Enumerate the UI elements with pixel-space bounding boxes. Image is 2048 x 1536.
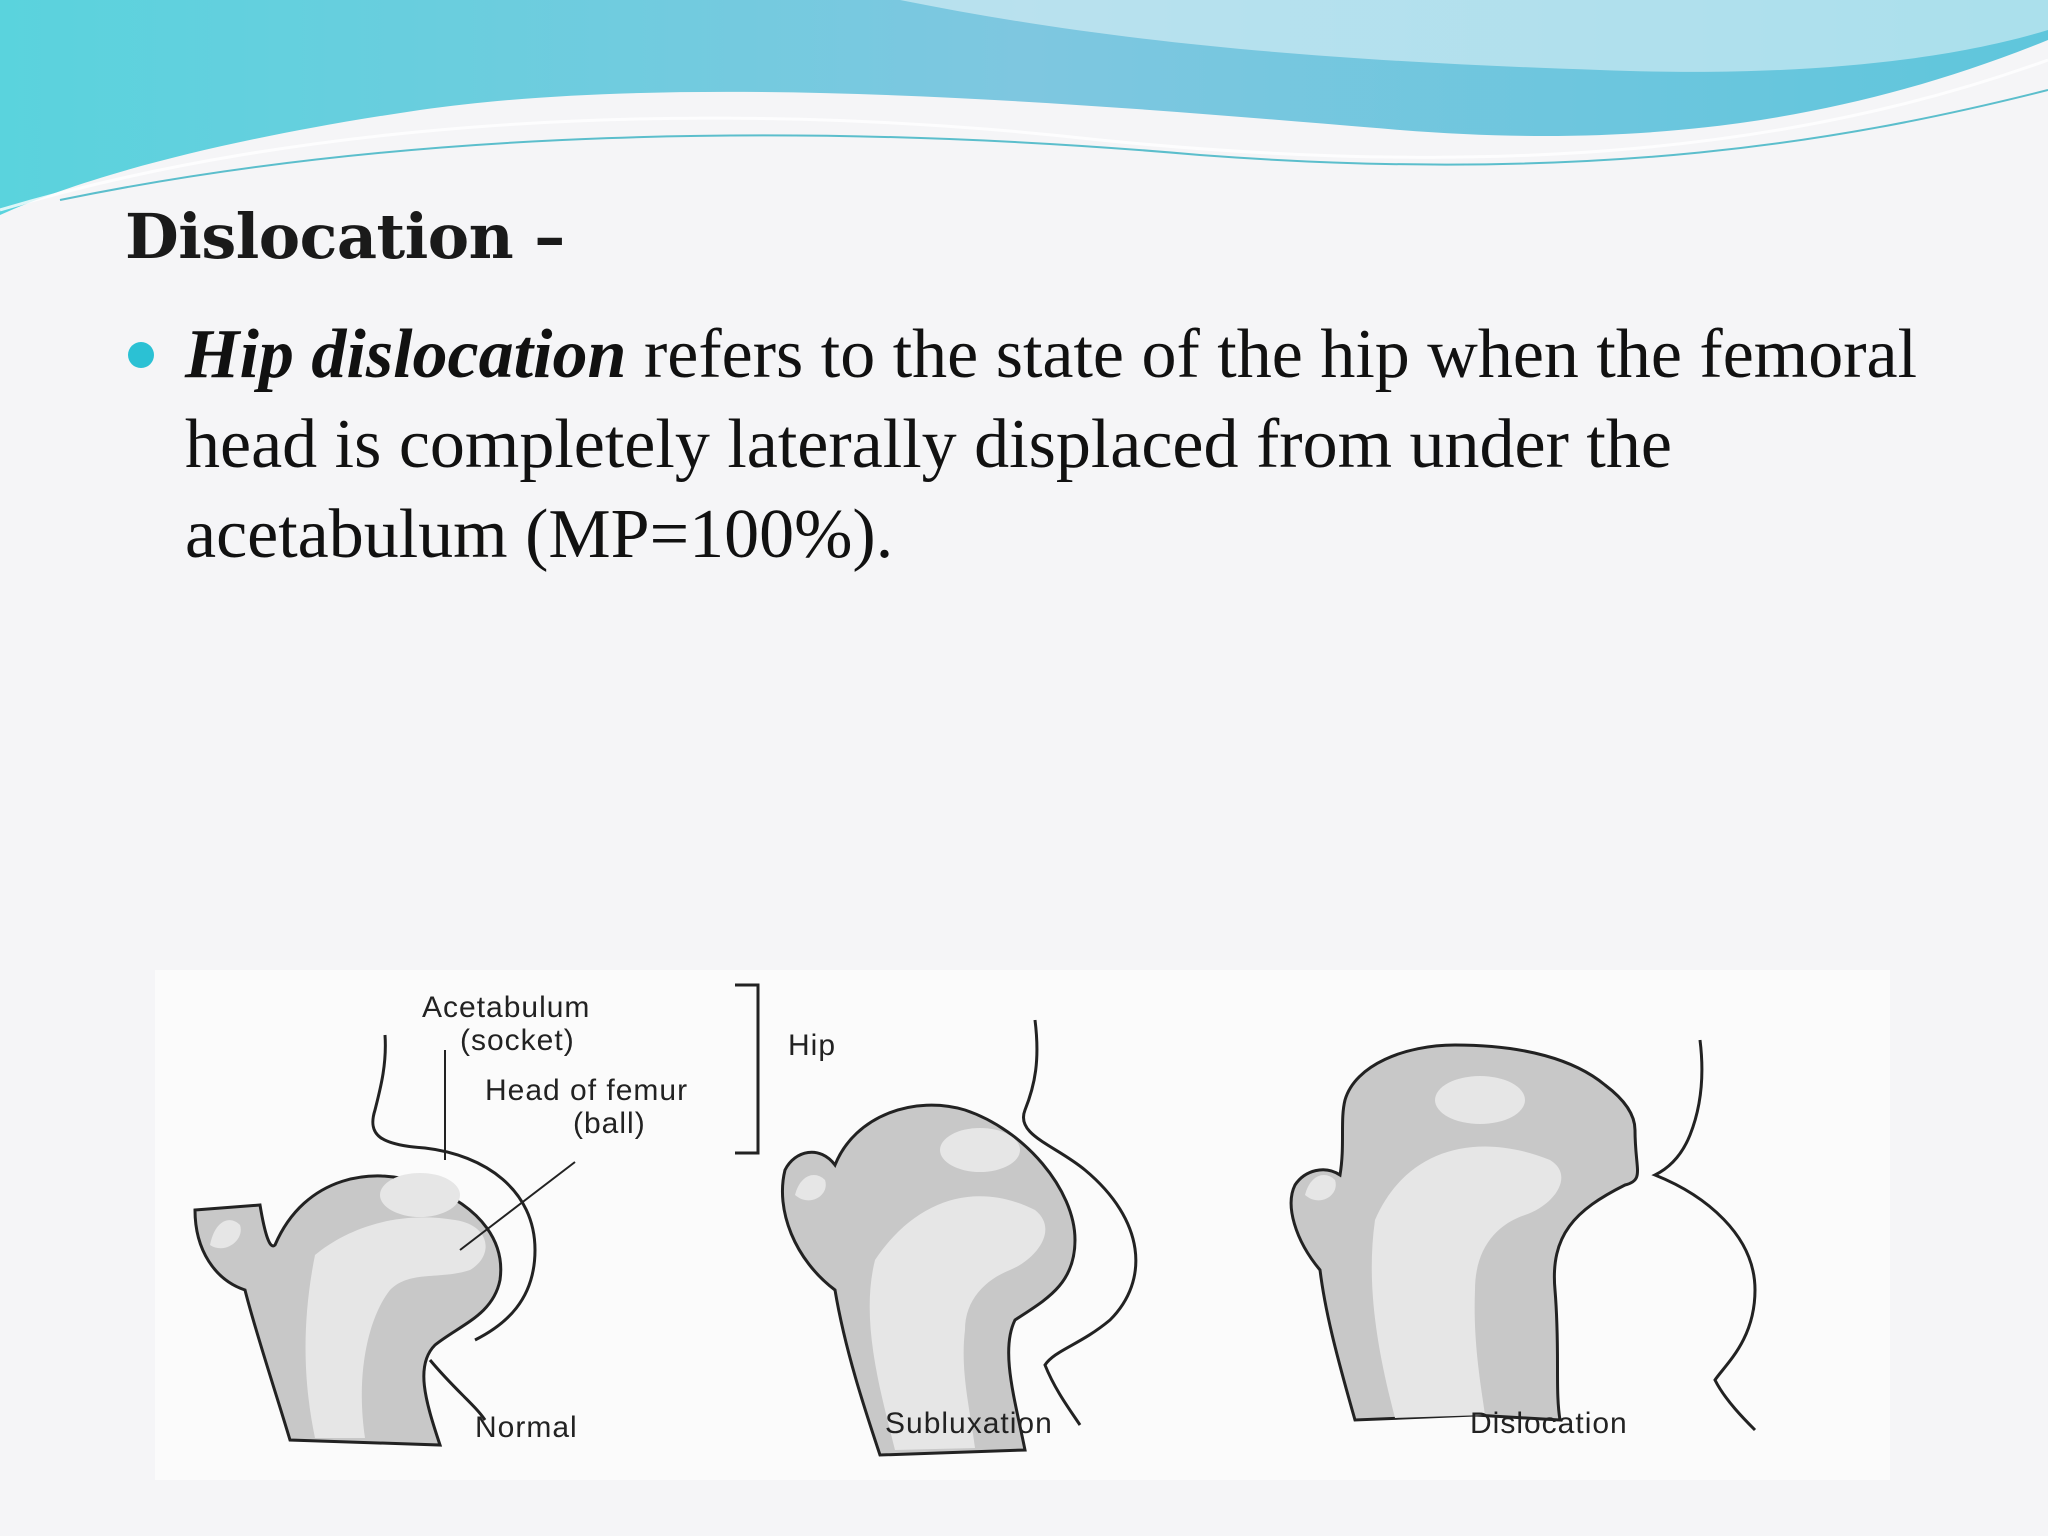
label-socket: (socket) [460, 1024, 575, 1057]
bullet-point-marker [128, 342, 154, 368]
bullet-text [185, 310, 1995, 580]
bullet-definition: refers to the state of the hip when the femoral head is completely laterally displaced from under the acetabulum (MP=100%). [185, 316, 1918, 573]
caption-dislocation: Dislocation [1470, 1407, 1628, 1440]
bullet-term: Hip dislocation [185, 316, 627, 393]
label-hip: Hip [788, 1029, 837, 1062]
subluxation-hip-drawing [782, 1020, 1135, 1455]
label-head-of-femur: Head of femur [485, 1074, 689, 1107]
label-ball: (ball) [573, 1107, 646, 1140]
label-acetabulum: Acetabulum [422, 991, 591, 1024]
caption-normal: Normal [475, 1411, 578, 1444]
hip-bracket [735, 985, 758, 1153]
slide-title: Dislocation – [125, 200, 565, 273]
dislocation-hip-drawing [1291, 1040, 1755, 1430]
caption-subluxation: Subluxation [885, 1407, 1053, 1440]
hip-diagram [155, 970, 1890, 1480]
hip-diagram-figure [155, 970, 1890, 1480]
